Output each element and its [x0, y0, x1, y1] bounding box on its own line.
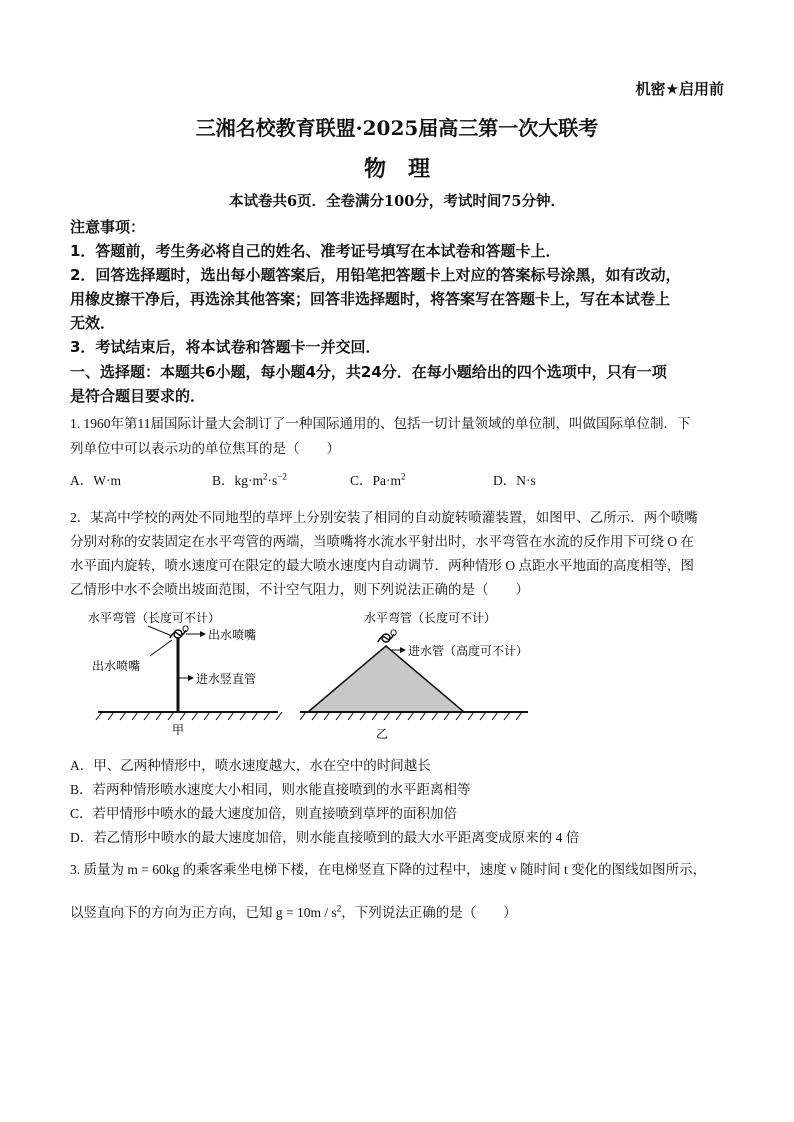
section-heading-cont: 是符合题目要求的． — [70, 387, 206, 405]
question-2-line: 乙情形中水不会喷出坡面范围，不计空气阻力，则下列说法正确的是（ ） — [70, 582, 529, 597]
nozzle-label: 出水喷嘴 — [208, 628, 257, 642]
exam-title: 三湘名校教育联盟·2025届高三第一次大联考 — [195, 116, 599, 140]
figure-caption-jia: 甲 — [172, 723, 185, 737]
note-item: 3．考试结束后，将本试卷和答题卡一并交回． — [70, 338, 381, 356]
q1-option-d: D．N·s — [493, 473, 536, 488]
exam-subject: 物理 — [363, 156, 452, 182]
note-item: 1．答题前，考生务必将自己的姓名、准考证号填写在本试卷和答题卡上． — [70, 242, 561, 260]
section-heading: 一、选择题：本题共6小题，每小题4分，共24分．在每小题给出的四个选项中，只有一项 — [70, 363, 667, 381]
question-3-line: 以竖直向下的方向为正方向，已知 $g = 10m / s^2$，下列说法正确的是（ ） — [70, 903, 517, 920]
q1-option-a: A．W·m — [70, 473, 121, 488]
pipe-label: 水平弯管（长度可不计） — [364, 611, 497, 625]
question-1-line: 1. 1960年第11届国际计量大会制订了一种国际通用的、包括一切计量领域的单位制，叫做国际单位制．下 — [70, 416, 691, 431]
question-2-line: 水平面内旋转，喷水速度可在限定的最大喷水速度内自动调节．两种情形 O 点距水平地面的高度相等，图 — [70, 558, 694, 573]
q2-option-c: C．若甲情形中喷水的最大速度加倍，则直接喷到草坪的面积加倍 — [70, 806, 458, 821]
question-2-line: 分别对称的安装固定在水平弯管的两端，当喷嘴将水流水平射出时，水平弯管在水流的反作用下可绕 O 在 — [70, 534, 694, 549]
question-2-line: 2．某高中学校的两处不同地型的草坪上分别安装了相同的自动旋转喷灌装置，如图甲、乙所示．两个喷嘴 — [70, 510, 698, 525]
confidential-mark: 机密★启用前 — [635, 80, 724, 98]
q2-option-d: D．若乙情形中喷水的最大速度加倍，则水能直接喷到的最大水平距离变成原来的 4 倍 — [70, 830, 580, 845]
note-item: 2．回答选择题时，选出每小题答案后，用铅笔把答题卡上对应的答案标号涂黑，如有改动， — [70, 266, 681, 284]
point-o-label: O — [182, 625, 190, 635]
q2-option-a: A．甲、乙两种情形中，喷水速度越大，水在空中的时间越长 — [70, 758, 431, 773]
q2-option-b: B．若两种情形喷水速度大小相同，则水能直接喷到的水平距离相等 — [70, 782, 471, 797]
question-3-line: 3. 质量为 m = 60kg 的乘客乘坐电梯下楼，在电梯竖直下降的过程中，速度 v 随时间 t 变化的图线如图所示， — [70, 862, 707, 877]
nozzle-left-label: 出水喷嘴 — [92, 659, 141, 673]
note-item: 无效． — [70, 314, 116, 332]
q1-option-c: C．$Pa\cdot m^2$ — [350, 471, 406, 488]
figure-yi — [300, 608, 530, 748]
point-o-label: O — [390, 629, 398, 639]
figure-jia — [88, 608, 288, 748]
inlet-label: 进水管（高度可不计） — [408, 644, 529, 658]
exam-info: 本试卷共6页．全卷满分100分，考试时间75分钟． — [228, 193, 566, 210]
question-1-line: 列单位中可以表示功的单位焦耳的是（ ） — [70, 441, 340, 456]
note-item: 用橡皮擦干净后，再选涂其他答案；回答非选择题时，将答案写在答题卡上，写在本试卷上 — [70, 290, 671, 308]
q1-option-b: B．$kg\cdot m^2\cdot s^{-2}$ — [212, 471, 287, 488]
figure-caption-yi: 乙 — [376, 727, 389, 741]
riser-label: 进水竖直管 — [196, 672, 257, 686]
notes-heading: 注意事项： — [70, 218, 146, 236]
pipe-label: 水平弯管（长度可不计） — [88, 611, 221, 625]
